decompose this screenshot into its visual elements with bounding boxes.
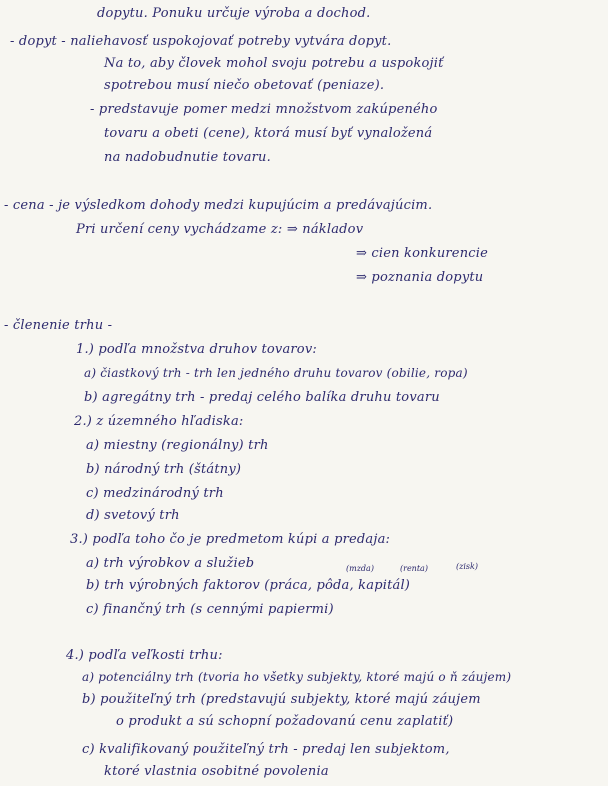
text-line: a) miestny (regionálny) trh bbox=[86, 438, 269, 453]
text-line: a) trh výrobkov a služieb bbox=[86, 556, 255, 571]
text-line: ktoré vlastnia osobitné povolenia bbox=[104, 764, 329, 779]
text-line: c) medzinárodný trh bbox=[86, 486, 224, 501]
text-line: 3.) podľa toho čo je predmetom kúpi a predaja: bbox=[70, 532, 391, 547]
text-line: dopytu. Ponuku určuje výroba a dochod. bbox=[97, 6, 371, 21]
text-line: tovaru a obeti (cene), ktorá musí byť vynaložená bbox=[104, 126, 433, 141]
text-line: Na to, aby človek mohol svoju potrebu a uspokojiť bbox=[104, 56, 444, 71]
text-line: - cena - je výsledkom dohody medzi kupujúcim a predávajúcim. bbox=[4, 198, 433, 213]
text-line: 4.) podľa veľkosti trhu: bbox=[66, 648, 223, 663]
text-line: b) použiteľný trh (predstavujú subjekty, ktoré majú záujem bbox=[82, 692, 481, 707]
text-line: c) kvalifikovaný použiteľný trh - predaj len subjektom, bbox=[82, 742, 450, 757]
text-line: - dopyt - naliehavosť uspokojovať potreby vytvára dopyt. bbox=[10, 34, 392, 49]
text-line: na nadobudnutie tovaru. bbox=[104, 150, 271, 165]
text-line: 1.) podľa množstva druhov tovarov: bbox=[76, 342, 317, 357]
margin-note: (renta) bbox=[400, 564, 428, 573]
text-line: c) finančný trh (s cennými papiermi) bbox=[86, 602, 334, 617]
text-line: o produkt a sú schopní požadovanú cenu zaplatiť) bbox=[116, 714, 454, 729]
text-line: - členenie trhu - bbox=[4, 318, 113, 333]
text-line: ⇒ cien konkurencie bbox=[356, 246, 489, 261]
text-line: a) potenciálny trh (tvoria ho všetky subjekty, ktoré majú o ň záujem) bbox=[82, 670, 512, 684]
text-line: d) svetový trh bbox=[86, 508, 180, 523]
text-line: spotrebou musí niečo obetovať (peniaze). bbox=[104, 78, 385, 93]
text-line: b) trh výrobných faktorov (práca, pôda, kapitál) bbox=[86, 578, 411, 593]
text-line: 2.) z územného hľadiska: bbox=[74, 414, 244, 429]
text-line: a) čiastkový trh - trh len jedného druhu tovarov (obilie, ropa) bbox=[84, 366, 468, 380]
text-line: ⇒ poznania dopytu bbox=[356, 270, 484, 285]
text-line: b) národný trh (štátny) bbox=[86, 462, 242, 477]
margin-note: (zisk) bbox=[456, 562, 478, 571]
text-line: - predstavuje pomer medzi množstvom zakúpeného bbox=[90, 102, 438, 117]
text-line: Pri určení ceny vychádzame z: ⇒ nákladov bbox=[76, 222, 364, 237]
text-line: b) agregátny trh - predaj celého balíka druhu tovaru bbox=[84, 390, 440, 405]
margin-note: (mzda) bbox=[346, 564, 374, 573]
